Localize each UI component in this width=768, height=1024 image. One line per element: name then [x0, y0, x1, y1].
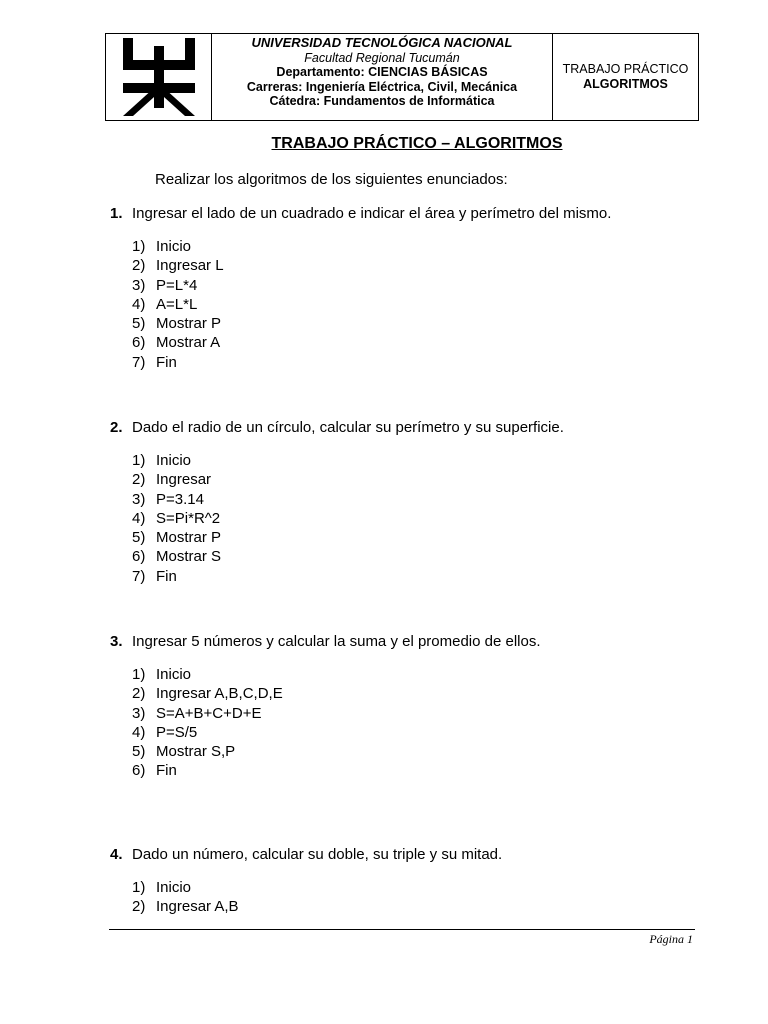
list-item: 6) Mostrar S: [132, 548, 222, 566]
list-item: 4) P=S/5: [132, 723, 198, 741]
page-title: TRABAJO PRÁCTICO – ALGORITMOS: [271, 135, 563, 152]
exercise-4: [110, 846, 710, 917]
footer-divider: [109, 929, 695, 930]
list-item: 4) A=L*L: [132, 295, 198, 313]
doc-type-line1: TRABAJO PRÁCTICO: [562, 62, 689, 76]
statement-text: Ingresar 5 números y calcular la suma y el promedio de ellos.: [132, 633, 541, 650]
list-item: 5) Mostrar P: [132, 529, 222, 547]
list-item: 2) Ingresar A,B: [132, 898, 239, 916]
list-item: 6) Mostrar A: [132, 334, 221, 352]
department-name: Departamento: CIENCIAS BÁSICAS: [276, 65, 488, 79]
steps-list: [110, 237, 710, 372]
document-header: [105, 33, 699, 121]
list-item: 3) P=3.14: [132, 490, 204, 508]
page-number: Página 1: [649, 932, 693, 946]
list-item: 2) Ingresar A,B,C,D,E: [132, 685, 283, 703]
statement-text: Ingresar el lado de un cuadrado e indicar el área y perímetro del mismo.: [132, 205, 612, 222]
steps-list: [110, 451, 710, 586]
list-item: 3) S=A+B+C+D+E: [132, 704, 262, 722]
statement-text: Dado un número, calcular su doble, su triple y su mitad.: [132, 846, 503, 863]
list-item: 1) Inicio: [132, 238, 192, 255]
list-item: 7) Fin: [132, 567, 177, 585]
exercise-number: 2.: [110, 419, 123, 436]
utn-logo-icon: [123, 38, 195, 116]
list-item: 1) Inicio: [132, 666, 192, 683]
steps-list: [110, 665, 710, 781]
exercise-3: [110, 633, 710, 781]
list-item: 4) S=Pi*R^2: [132, 509, 221, 527]
list-item: 5) Mostrar S,P: [132, 743, 236, 761]
university-name: UNIVERSIDAD TECNOLÓGICA NACIONAL: [251, 35, 513, 50]
exercise-2: [110, 419, 710, 586]
list-item: 6) Fin: [132, 762, 177, 780]
list-item: 3) P=L*4: [132, 276, 198, 294]
steps-list: [110, 878, 710, 917]
chair-name: Cátedra: Fundamentos de Informática: [269, 94, 495, 108]
list-item: 2) Ingresar L: [132, 257, 224, 275]
exercise-number: 3.: [110, 633, 123, 650]
list-item: 1) Inicio: [132, 879, 192, 896]
exercise-statement: [110, 846, 710, 864]
header-institution-info: [212, 34, 553, 120]
exercise-statement: [110, 205, 710, 223]
list-item: 2) Ingresar: [132, 471, 212, 489]
list-item: 7) Fin: [132, 353, 177, 371]
list-item: 1) Inicio: [132, 452, 192, 469]
exercise-number: 4.: [110, 846, 123, 863]
doc-type-line2: ALGORITMOS: [583, 77, 668, 91]
header-doc-type: [553, 34, 698, 120]
careers-list: Carreras: Ingeniería Eléctrica, Civil, Mecánica: [246, 79, 518, 94]
exercise-1: [110, 205, 710, 372]
intro-text: Realizar los algoritmos de los siguientes enunciados:: [155, 171, 508, 188]
statement-text: Dado el radio de un círculo, calcular su perímetro y su superficie.: [132, 419, 564, 436]
list-item: 5) Mostrar P: [132, 315, 222, 333]
exercise-statement: [110, 633, 710, 651]
logo-cell: [106, 34, 212, 120]
exercise-number: 1.: [110, 205, 123, 222]
exercise-statement: [110, 419, 710, 437]
faculty-name: Facultad Regional Tucumán: [304, 50, 460, 65]
